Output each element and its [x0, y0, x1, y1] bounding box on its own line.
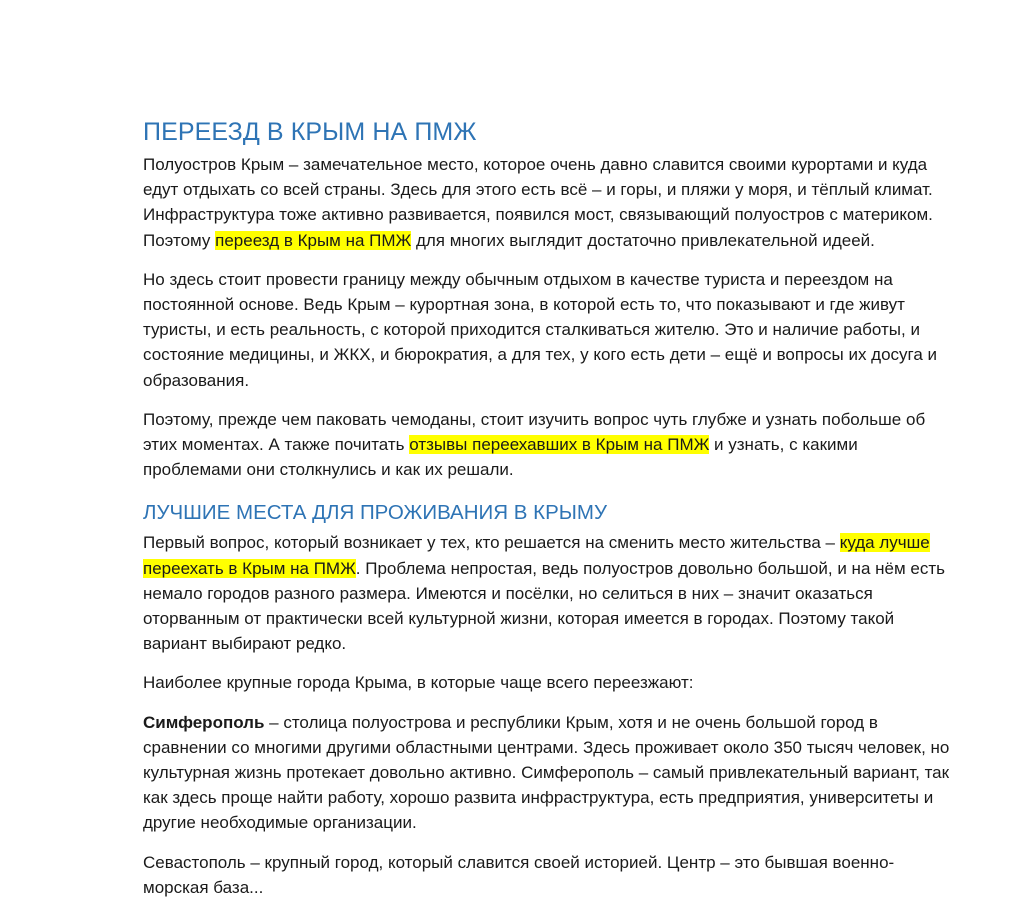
paragraph-text: Первый вопрос, который возникает у тех, кто решается на сменить место жительства –: [143, 533, 840, 553]
paragraph-intro: [143, 152, 958, 253]
paragraph-text: Полуостров Крым – замечательное место, которое очень давно славится своими курортами и куда едут отдыхать со всей страны. Здесь для этого есть всё – и горы, и пляжи у моря, и тёплый климат. Инфраструктура тоже активно развивается, появился мост, связывающий полуостров с материком. Поэтому: [143, 155, 933, 250]
paragraph-text: Поэтому, прежде чем паковать чемоданы, стоит изучить вопрос чуть глубже и узнать побольше об этих моментах. А также почитать: [143, 409, 926, 455]
paragraph-text: . Проблема непростая, ведь полуостров довольно большой, и на нём есть немало городов разного размера. Имеются и посёлки, но селиться в них – значит оказаться оторванным от практически всей культурной жизни, которая имеется в городах. Поэтому такой вариант выбирают редко.: [143, 558, 945, 654]
paragraph-simferopol: [143, 710, 958, 836]
paragraph-sevastopol-cutoff: Севастополь – крупный город, который славится своей историей. Центр – это бывшая военно-морская база...: [143, 852, 895, 897]
city-name-bold: Симферополь: [143, 712, 265, 732]
document-page: [143, 112, 958, 914]
highlighted-phrase: отзывы переехавших в Крым на ПМЖ: [409, 435, 710, 455]
paragraph-text: для многих выглядит достаточно привлекательной идеей.: [411, 230, 875, 250]
heading-moving-to-crimea: ПЕРЕЕЗД В КРЫМ НА ПМЖ: [143, 118, 477, 146]
highlighted-phrase: переезд в Крым на ПМЖ: [215, 230, 412, 250]
paragraph-reviews: [143, 407, 958, 483]
heading-best-places: ЛУЧШИЕ МЕСТА ДЛЯ ПРОЖИВАНИЯ В КРЫМУ: [143, 501, 608, 525]
paragraph-largest-cities: Наиболее крупные города Крыма, в которые чаще всего переезжают:: [143, 673, 694, 693]
paragraph-text: – столица полуострова и республики Крым, хотя и не очень большой город в сравнении со многими другими областными центрами. Здесь проживает около 350 тысяч человек, но культурная жизнь протекает довольно активно. Симферополь – самый привлекательный вариант, так как здесь проще найти работу, хорошо развита инфраструктура, есть предприятия, университеты и другие необходимые организации.: [143, 712, 950, 833]
paragraph-tourist-vs-resident: Но здесь стоит провести границу между обычным отдыхом в качестве туриста и переездом на постоянной основе. Ведь Крым – курортная зона, в которой есть то, что показывают и где живут туристы, и есть реальность, с которой приходится сталкиваться жителю. Это и наличие работы, и состояние медицины, и ЖКХ, и бюрократия, а для тех, у кого есть дети – ещё и вопросы их досуга и образования.: [143, 269, 938, 390]
paragraph-first-question: [143, 530, 958, 656]
highlighted-phrase: куда лучше переехать в Крым на ПМЖ: [143, 533, 930, 578]
paragraph-text: и узнать, с какими проблемами они столкнулись и как их решали.: [143, 435, 858, 480]
